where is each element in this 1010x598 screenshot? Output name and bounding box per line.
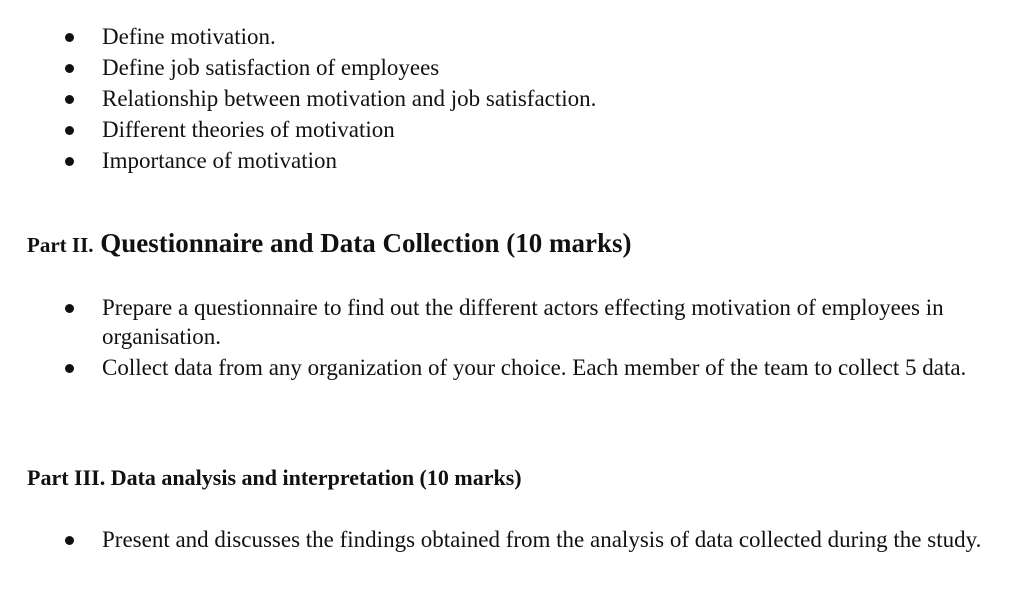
- part3-bullet-list: [0, 525, 1010, 554]
- part2-heading: [27, 228, 632, 259]
- part1-bullet-list: [0, 22, 1010, 177]
- bullet-icon: [65, 126, 74, 135]
- list-item: [0, 53, 1010, 82]
- part3-heading: Part III. Data analysis and interpretation (10 marks): [27, 465, 522, 490]
- bullet-icon: [65, 364, 74, 373]
- part2-heading-prefix: Part II.: [27, 233, 94, 257]
- list-item: [0, 84, 1010, 113]
- part2-heading-title: Questionnaire and Data Collection (10 marks): [93, 228, 632, 258]
- list-item-text: Different theories of motivation: [102, 117, 395, 142]
- bullet-icon: [65, 64, 74, 73]
- list-item-text: Importance of motivation: [102, 148, 338, 173]
- list-item: [0, 353, 1010, 382]
- list-item-text: Present and discusses the findings obtained from the analysis of data collected during the study.: [102, 527, 982, 552]
- list-item-text: Prepare a questionnaire to find out the different actors effecting motivation of employees in organisation.: [102, 295, 944, 349]
- part2-bullet-list: [0, 293, 1010, 384]
- bullet-icon: [65, 33, 74, 42]
- bullet-icon: [65, 157, 74, 166]
- list-item-text: Define job satisfaction of employees: [102, 55, 440, 80]
- list-item: [0, 22, 1010, 51]
- list-item: [0, 525, 1010, 554]
- list-item: [0, 293, 1010, 351]
- list-item-text: Relationship between motivation and job satisfaction.: [102, 86, 597, 111]
- list-item: [0, 115, 1010, 144]
- list-item-text: Collect data from any organization of your choice. Each member of the team to collect 5 data.: [102, 355, 967, 380]
- list-item: [0, 146, 1010, 175]
- list-item-text: Define motivation.: [102, 24, 276, 49]
- bullet-icon: [65, 536, 74, 545]
- bullet-icon: [65, 95, 74, 104]
- bullet-icon: [65, 304, 74, 313]
